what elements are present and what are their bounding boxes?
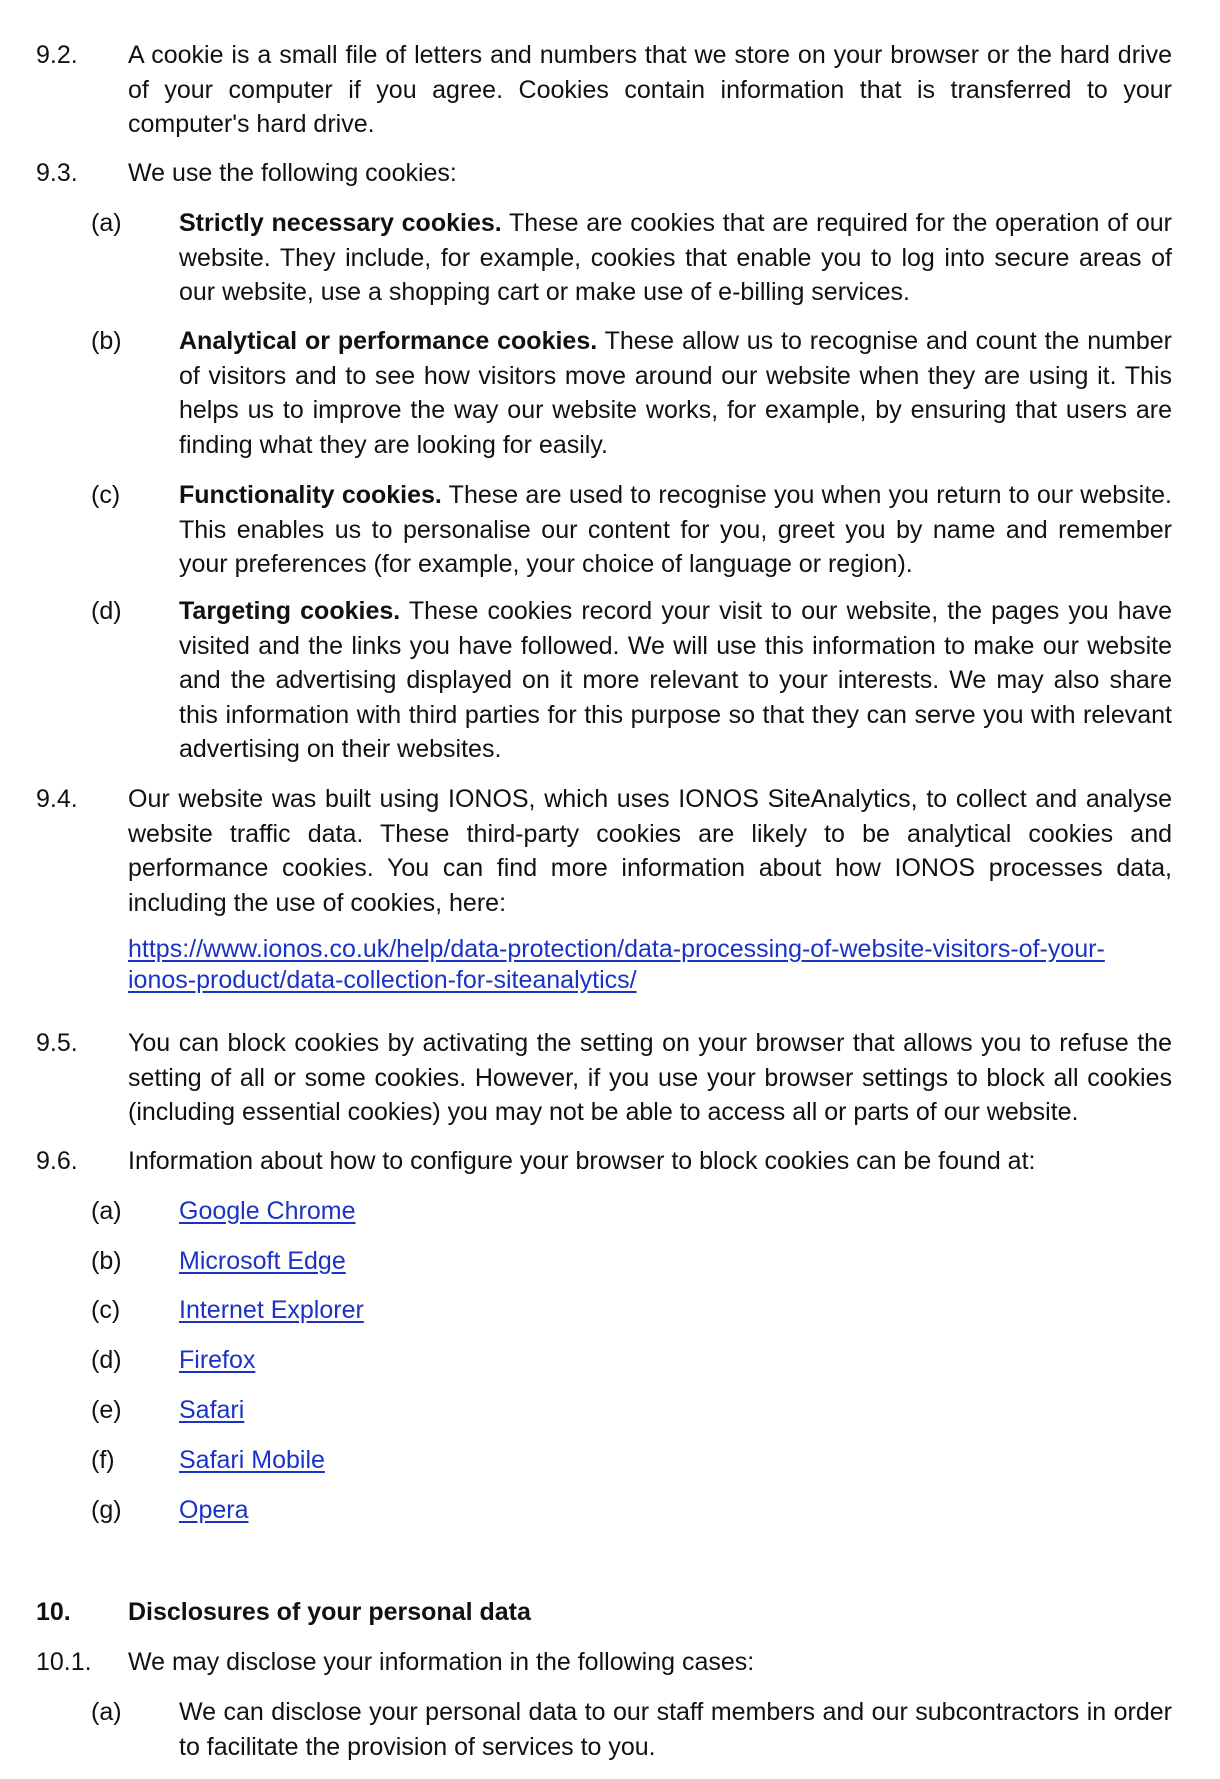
link-line-2: ionos-product/data-collection-for-siteanalytics/	[128, 966, 637, 994]
browser-link-wrapper	[179, 1194, 1172, 1229]
link-line-1: https://www.ionos.co.uk/help/data-protection/data-processing-of-website-visitors-of-your-	[128, 935, 1105, 963]
sub-item-letter: (d)	[91, 1346, 122, 1374]
sub-item-text	[179, 206, 1172, 310]
sub-item-text	[179, 594, 1172, 767]
clause-text: A cookie is a small file of letters and numbers that we store on your browser or the hard drive of your computer if you agree. Cookies contain information that is transferred to your computer's hard drive.	[128, 41, 1172, 138]
microsoft-edge-link[interactable]: Microsoft Edge	[179, 1247, 346, 1275]
sub-item-letter: (b)	[91, 1247, 122, 1275]
sub-item-description: These cookies record your visit to our website, the pages you have visited and the links you have followed. We will use this information to make our website and the advertising displayed on it more relevant to your interests. We may also share this information with third parties for this purpose so that they can serve you with relevant advertising on their websites.	[179, 597, 1172, 763]
sub-item-letter: (f)	[91, 1446, 115, 1474]
browser-link-wrapper	[179, 1493, 1172, 1528]
sub-item-term: Analytical or performance cookies.	[179, 327, 598, 355]
internet-explorer-link[interactable]: Internet Explorer	[179, 1296, 364, 1324]
clause-text: Information about how to configure your browser to block cookies can be found at:	[128, 1147, 1036, 1175]
browser-link-wrapper	[179, 1443, 1172, 1478]
ionos-link-wrapper	[128, 934, 1172, 996]
sub-item-text	[179, 324, 1172, 462]
section-title: Disclosures of your personal data	[128, 1598, 531, 1626]
sub-item-letter: (a)	[91, 1197, 122, 1225]
clause-text: We may disclose your information in the following cases:	[128, 1648, 755, 1676]
sub-item-letter: (a)	[91, 209, 122, 237]
sub-item-text	[179, 478, 1172, 582]
firefox-link[interactable]: Firefox	[179, 1346, 256, 1374]
sub-item-text: We can disclose your personal data to our staff members and our subcontractors in order to facilitate the provision of services to you.	[179, 1698, 1172, 1761]
opera-link[interactable]: Opera	[179, 1496, 249, 1524]
ionos-siteanalytics-link[interactable]	[128, 935, 1105, 994]
section-number: 10.	[36, 1598, 71, 1626]
browser-link-wrapper	[179, 1293, 1172, 1328]
sub-item-letter: (g)	[91, 1496, 122, 1524]
sub-item-description: These are used to recognise you when you return to our website. This enables us to personalise our content for you, greet you by name and remember your preferences (for example, your choice of language or region).	[179, 481, 1172, 578]
safari-link[interactable]: Safari	[179, 1396, 245, 1424]
sub-item-description: These are cookies that are required for the operation of our website. They include, for example, cookies that enable you to log into secure areas of our website, use a shopping cart or make use of e-billing services.	[179, 209, 1172, 306]
safari-mobile-link[interactable]: Safari Mobile	[179, 1446, 325, 1474]
browser-link-wrapper	[179, 1244, 1172, 1279]
sub-item-term: Functionality cookies.	[179, 481, 442, 509]
sub-item-letter: (c)	[91, 481, 121, 509]
clause-number: 9.5.	[36, 1029, 78, 1057]
clause-number: 9.6.	[36, 1147, 78, 1175]
sub-item-description: These allow us to recognise and count the number of visitors and to see how visitors move around our website when they are using it. This helps us to improve the way our website works, for example, by ensuring that users are finding what they are looking for easily.	[179, 327, 1172, 459]
sub-item-letter: (c)	[91, 1296, 121, 1324]
clause-text: You can block cookies by activating the setting on your browser that allows you to refuse the setting of all or some cookies. However, if you use your browser settings to block all cookies (including essential cookies) you may not be able to access all or parts of our website.	[128, 1029, 1172, 1126]
sub-item-term: Targeting cookies.	[179, 597, 401, 625]
clause-number: 9.2.	[36, 41, 78, 69]
clause-number: 9.3.	[36, 159, 78, 187]
sub-item-letter: (e)	[91, 1396, 122, 1424]
sub-item-term: Strictly necessary cookies.	[179, 209, 502, 237]
sub-item-letter: (d)	[91, 597, 122, 625]
clause-number: 9.4.	[36, 785, 78, 813]
browser-link-wrapper	[179, 1393, 1172, 1428]
sub-item-letter: (a)	[91, 1698, 122, 1726]
clause-number: 10.1.	[36, 1648, 92, 1676]
browser-link-wrapper	[179, 1343, 1172, 1378]
clause-text: We use the following cookies:	[128, 159, 457, 187]
sub-item-letter: (b)	[91, 327, 122, 355]
google-chrome-link[interactable]: Google Chrome	[179, 1197, 356, 1225]
clause-text: Our website was built using IONOS, which uses IONOS SiteAnalytics, to collect and analyse website traffic data. These third-party cookies are likely to be analytical cookies and performance cookies. You can find more information about how IONOS processes data, including the use of cookies, here:	[128, 785, 1172, 917]
